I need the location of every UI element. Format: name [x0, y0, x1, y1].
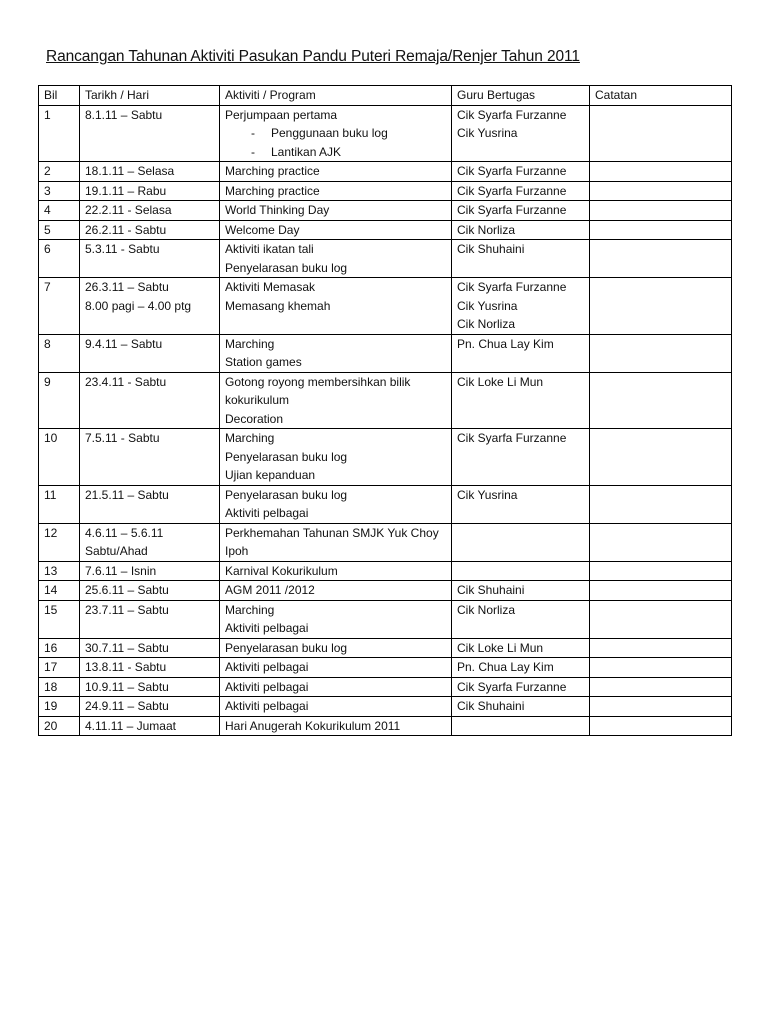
cell-guru: [452, 658, 590, 678]
cell-catatan: [590, 220, 732, 240]
cell-tarikh: [80, 523, 220, 561]
cell-catatan: [590, 372, 732, 429]
cell-aktiviti: [220, 201, 452, 221]
cell-guru-line: Cik Shuhaini: [457, 583, 525, 597]
cell-bil: 11: [39, 485, 80, 523]
cell-tarikh-line: 10.9.11 – Sabtu: [85, 679, 169, 694]
cell-aktiviti: [220, 600, 452, 638]
cell-tarikh: [80, 600, 220, 638]
cell-bil: 6: [39, 240, 80, 278]
cell-tarikh: [80, 485, 220, 523]
table-row: [39, 485, 732, 523]
cell-guru: [452, 240, 590, 278]
cell-bil: 12: [39, 523, 80, 561]
cell-aktiviti-line: Ujian kepanduan: [225, 468, 316, 482]
column-header-guru: Guru Bertugas: [452, 86, 590, 106]
table-row: [39, 181, 732, 201]
cell-aktiviti: [220, 162, 452, 182]
cell-aktiviti-line: Penyelarasan buku log: [225, 487, 348, 502]
cell-tarikh-line: 25.6.11 – Sabtu: [85, 583, 169, 597]
cell-guru-line: Cik Norliza: [457, 602, 516, 617]
cell-tarikh-line: 19.1.11 – Rabu: [85, 183, 167, 198]
column-header-aktiviti: Aktiviti / Program: [220, 86, 452, 106]
table-row: [39, 697, 732, 717]
cell-aktiviti: [220, 561, 452, 581]
cell-guru: [452, 372, 590, 429]
cell-aktiviti: [220, 677, 452, 697]
cell-guru-line: Cik Syarfa Furzanne: [457, 164, 567, 178]
column-header-tarikh: Tarikh / Hari: [80, 86, 220, 106]
cell-aktiviti-line: Hari Anugerah Kokurikulum 2011: [225, 718, 401, 733]
cell-guru-line: Cik Shuhaini: [457, 699, 525, 713]
dash-bullet: -: [251, 144, 255, 159]
cell-tarikh: [80, 240, 220, 278]
cell-catatan: [590, 716, 732, 736]
cell-aktiviti: [220, 658, 452, 678]
cell-catatan: [590, 677, 732, 697]
cell-catatan: [590, 561, 732, 581]
cell-aktiviti: [220, 429, 452, 486]
cell-tarikh-line: 8.1.11 – Sabtu: [85, 107, 163, 122]
cell-guru-line: Cik Syarfa Furzanne: [457, 183, 567, 198]
cell-tarikh: [80, 677, 220, 697]
cell-guru: [452, 334, 590, 372]
cell-aktiviti-line: Memasang khemah: [225, 298, 331, 313]
cell-catatan: [590, 181, 732, 201]
cell-aktiviti-line: Aktiviti ikatan tali: [225, 242, 314, 256]
table-row: [39, 240, 732, 278]
cell-bil: 5: [39, 220, 80, 240]
cell-catatan: [590, 429, 732, 486]
table-row: [39, 201, 732, 221]
cell-aktiviti: [220, 485, 452, 523]
cell-tarikh-line: 7.5.11 - Sabtu: [85, 431, 160, 445]
cell-tarikh: [80, 429, 220, 486]
table-row: [39, 561, 732, 581]
cell-guru: [452, 561, 590, 581]
cell-aktiviti-line: AGM 2011 /2012: [225, 583, 315, 597]
cell-guru-line: Cik Yusrina: [457, 126, 518, 140]
table-row: [39, 581, 732, 601]
cell-guru: [452, 201, 590, 221]
cell-guru: [452, 600, 590, 638]
cell-catatan: [590, 278, 732, 335]
cell-catatan: [590, 638, 732, 658]
cell-catatan: [590, 201, 732, 221]
cell-aktiviti-line: Gotong royong membersihkan bilik: [225, 374, 411, 389]
table-row: [39, 716, 732, 736]
cell-catatan: [590, 162, 732, 182]
cell-tarikh-line: 4.6.11 – 5.6.11: [85, 525, 164, 540]
cell-aktiviti: [220, 105, 452, 162]
cell-bil: 13: [39, 561, 80, 581]
cell-aktiviti: [220, 278, 452, 335]
cell-aktiviti: [220, 240, 452, 278]
sub-item-text: Penggunaan buku log: [271, 126, 388, 140]
cell-tarikh: [80, 638, 220, 658]
cell-tarikh-line: 9.4.11 – Sabtu: [85, 336, 163, 351]
table-body: [39, 105, 732, 736]
cell-tarikh: [80, 716, 220, 736]
cell-catatan: [590, 658, 732, 678]
cell-aktiviti-line: Karnival Kokurikulum: [225, 563, 338, 578]
cell-catatan: [590, 697, 732, 717]
cell-tarikh-line: 23.7.11 – Sabtu: [85, 602, 169, 617]
cell-aktiviti: [220, 334, 452, 372]
cell-tarikh: [80, 105, 220, 162]
cell-guru-line: Cik Norliza: [457, 222, 516, 237]
cell-aktiviti-line: Penyelarasan buku log: [225, 640, 348, 655]
cell-guru: [452, 278, 590, 335]
cell-tarikh: [80, 581, 220, 601]
cell-aktiviti: [220, 697, 452, 717]
cell-tarikh: [80, 561, 220, 581]
cell-guru-line: Cik Syarfa Furzanne: [457, 679, 567, 694]
cell-tarikh-line: 21.5.11 – Sabtu: [85, 487, 169, 502]
cell-guru-line: Cik Syarfa Furzanne: [457, 431, 567, 445]
cell-aktiviti-line: Aktiviti pelbagai: [225, 660, 309, 674]
cell-tarikh-line: Sabtu/Ahad: [85, 544, 148, 558]
table-row: [39, 162, 732, 182]
cell-guru-line: Cik Syarfa Furzanne: [457, 107, 567, 122]
cell-catatan: [590, 240, 732, 278]
cell-aktiviti-line: Station games: [225, 355, 302, 369]
cell-aktiviti-line: Welcome Day: [225, 222, 300, 237]
cell-guru: [452, 677, 590, 697]
cell-guru: [452, 581, 590, 601]
cell-aktiviti-line: Aktiviti Memasak: [225, 280, 316, 294]
cell-aktiviti-line: Ipoh: [225, 544, 249, 558]
cell-tarikh-line: 8.00 pagi – 4.00 ptg: [85, 298, 192, 313]
cell-guru-line: Cik Yusrina: [457, 298, 518, 313]
cell-aktiviti-line: Perjumpaan pertama: [225, 107, 338, 122]
column-header-catatan: Catatan: [590, 86, 732, 106]
cell-tarikh: [80, 372, 220, 429]
cell-aktiviti-line: World Thinking Day: [225, 203, 330, 217]
cell-tarikh-line: 22.2.11 - Selasa: [85, 203, 172, 217]
table-row: [39, 278, 732, 335]
column-header-bil: Bil: [39, 86, 80, 106]
cell-bil: 17: [39, 658, 80, 678]
cell-tarikh: [80, 658, 220, 678]
cell-guru: [452, 162, 590, 182]
cell-aktiviti-line: Penyelarasan buku log: [225, 449, 348, 464]
cell-tarikh-line: 13.8.11 - Sabtu: [85, 660, 167, 674]
cell-guru: [452, 523, 590, 561]
cell-guru-line: Cik Syarfa Furzanne: [457, 203, 567, 217]
cell-aktiviti-line: Aktiviti pelbagai: [225, 679, 309, 694]
sub-item: [225, 143, 446, 162]
cell-tarikh: [80, 162, 220, 182]
cell-guru-line: Pn. Chua Lay Kim: [457, 336, 554, 351]
cell-guru-line: Cik Yusrina: [457, 487, 518, 502]
cell-bil: 9: [39, 372, 80, 429]
cell-tarikh-line: 30.7.11 – Sabtu: [85, 640, 169, 655]
cell-aktiviti-line: Marching: [225, 602, 275, 617]
cell-bil: 1: [39, 105, 80, 162]
cell-tarikh-line: 24.9.11 – Sabtu: [85, 699, 169, 713]
cell-aktiviti-line: Aktiviti pelbagai: [225, 699, 309, 713]
page-title: Rancangan Tahunan Aktiviti Pasukan Pandu Puteri Remaja/Renjer Tahun 2011: [46, 48, 580, 65]
cell-aktiviti: [220, 638, 452, 658]
cell-guru-line: Pn. Chua Lay Kim: [457, 660, 554, 674]
cell-bil: 18: [39, 677, 80, 697]
cell-guru: [452, 220, 590, 240]
cell-aktiviti-line: Decoration: [225, 411, 284, 426]
table-row: [39, 523, 732, 561]
cell-aktiviti: [220, 372, 452, 429]
table-row: [39, 372, 732, 429]
cell-aktiviti-line: Marching practice: [225, 183, 320, 198]
cell-aktiviti-line: Aktiviti pelbagai: [225, 621, 309, 635]
cell-tarikh-line: 7.6.11 – Isnin: [85, 563, 157, 578]
cell-guru: [452, 485, 590, 523]
cell-aktiviti: [220, 220, 452, 240]
table-row: [39, 429, 732, 486]
cell-guru: [452, 638, 590, 658]
cell-aktiviti-line: Marching: [225, 336, 275, 351]
cell-guru-line: Cik Loke Li Mun: [457, 640, 544, 655]
table-row: [39, 105, 732, 162]
cell-catatan: [590, 105, 732, 162]
cell-guru: [452, 105, 590, 162]
cell-guru-line: Cik Shuhaini: [457, 242, 525, 256]
table-row: [39, 334, 732, 372]
table-header-row: [39, 86, 732, 106]
cell-catatan: [590, 334, 732, 372]
cell-guru: [452, 181, 590, 201]
cell-aktiviti-line: kokurikulum: [225, 393, 290, 407]
cell-aktiviti-line: Perkhemahan Tahunan SMJK Yuk Choy: [225, 525, 439, 540]
activity-plan-table: [38, 85, 732, 736]
cell-bil: 10: [39, 429, 80, 486]
cell-guru: [452, 429, 590, 486]
cell-catatan: [590, 600, 732, 638]
cell-aktiviti-line: Penyelarasan buku log: [225, 260, 348, 275]
sub-item-text: Lantikan AJK: [271, 144, 342, 159]
cell-bil: 4: [39, 201, 80, 221]
table-row: [39, 220, 732, 240]
cell-aktiviti-line: Marching: [225, 431, 275, 445]
cell-bil: 3: [39, 181, 80, 201]
cell-aktiviti: [220, 523, 452, 561]
cell-tarikh: [80, 220, 220, 240]
cell-bil: 14: [39, 581, 80, 601]
table-row: [39, 677, 732, 697]
cell-tarikh-line: 4.11.11 – Jumaat: [85, 718, 176, 733]
dash-bullet: -: [251, 126, 255, 140]
cell-bil: 2: [39, 162, 80, 182]
cell-tarikh: [80, 697, 220, 717]
cell-catatan: [590, 581, 732, 601]
cell-tarikh: [80, 334, 220, 372]
cell-guru-line: Cik Norliza: [457, 317, 516, 331]
cell-bil: 15: [39, 600, 80, 638]
table-row: [39, 658, 732, 678]
cell-aktiviti: [220, 181, 452, 201]
cell-bil: 20: [39, 716, 80, 736]
cell-guru-line: Cik Syarfa Furzanne: [457, 280, 567, 294]
table-row: [39, 638, 732, 658]
cell-aktiviti: [220, 716, 452, 736]
cell-aktiviti: [220, 581, 452, 601]
cell-tarikh: [80, 201, 220, 221]
cell-aktiviti-line: Marching practice: [225, 164, 320, 178]
cell-tarikh-line: 26.3.11 – Sabtu: [85, 280, 169, 294]
cell-catatan: [590, 485, 732, 523]
cell-tarikh: [80, 278, 220, 335]
cell-bil: 16: [39, 638, 80, 658]
cell-guru-line: Cik Loke Li Mun: [457, 374, 544, 389]
cell-guru: [452, 716, 590, 736]
cell-catatan: [590, 523, 732, 561]
sub-item: [225, 124, 446, 143]
cell-tarikh-line: 18.1.11 – Selasa: [85, 164, 175, 178]
cell-bil: 7: [39, 278, 80, 335]
cell-tarikh-line: 23.4.11 - Sabtu: [85, 374, 167, 389]
cell-tarikh-line: 26.2.11 - Sabtu: [85, 222, 167, 237]
cell-tarikh-line: 5.3.11 - Sabtu: [85, 242, 160, 256]
cell-aktiviti-line: Aktiviti pelbagai: [225, 506, 309, 520]
table-row: [39, 600, 732, 638]
cell-bil: 8: [39, 334, 80, 372]
cell-bil: 19: [39, 697, 80, 717]
cell-tarikh: [80, 181, 220, 201]
cell-guru: [452, 697, 590, 717]
